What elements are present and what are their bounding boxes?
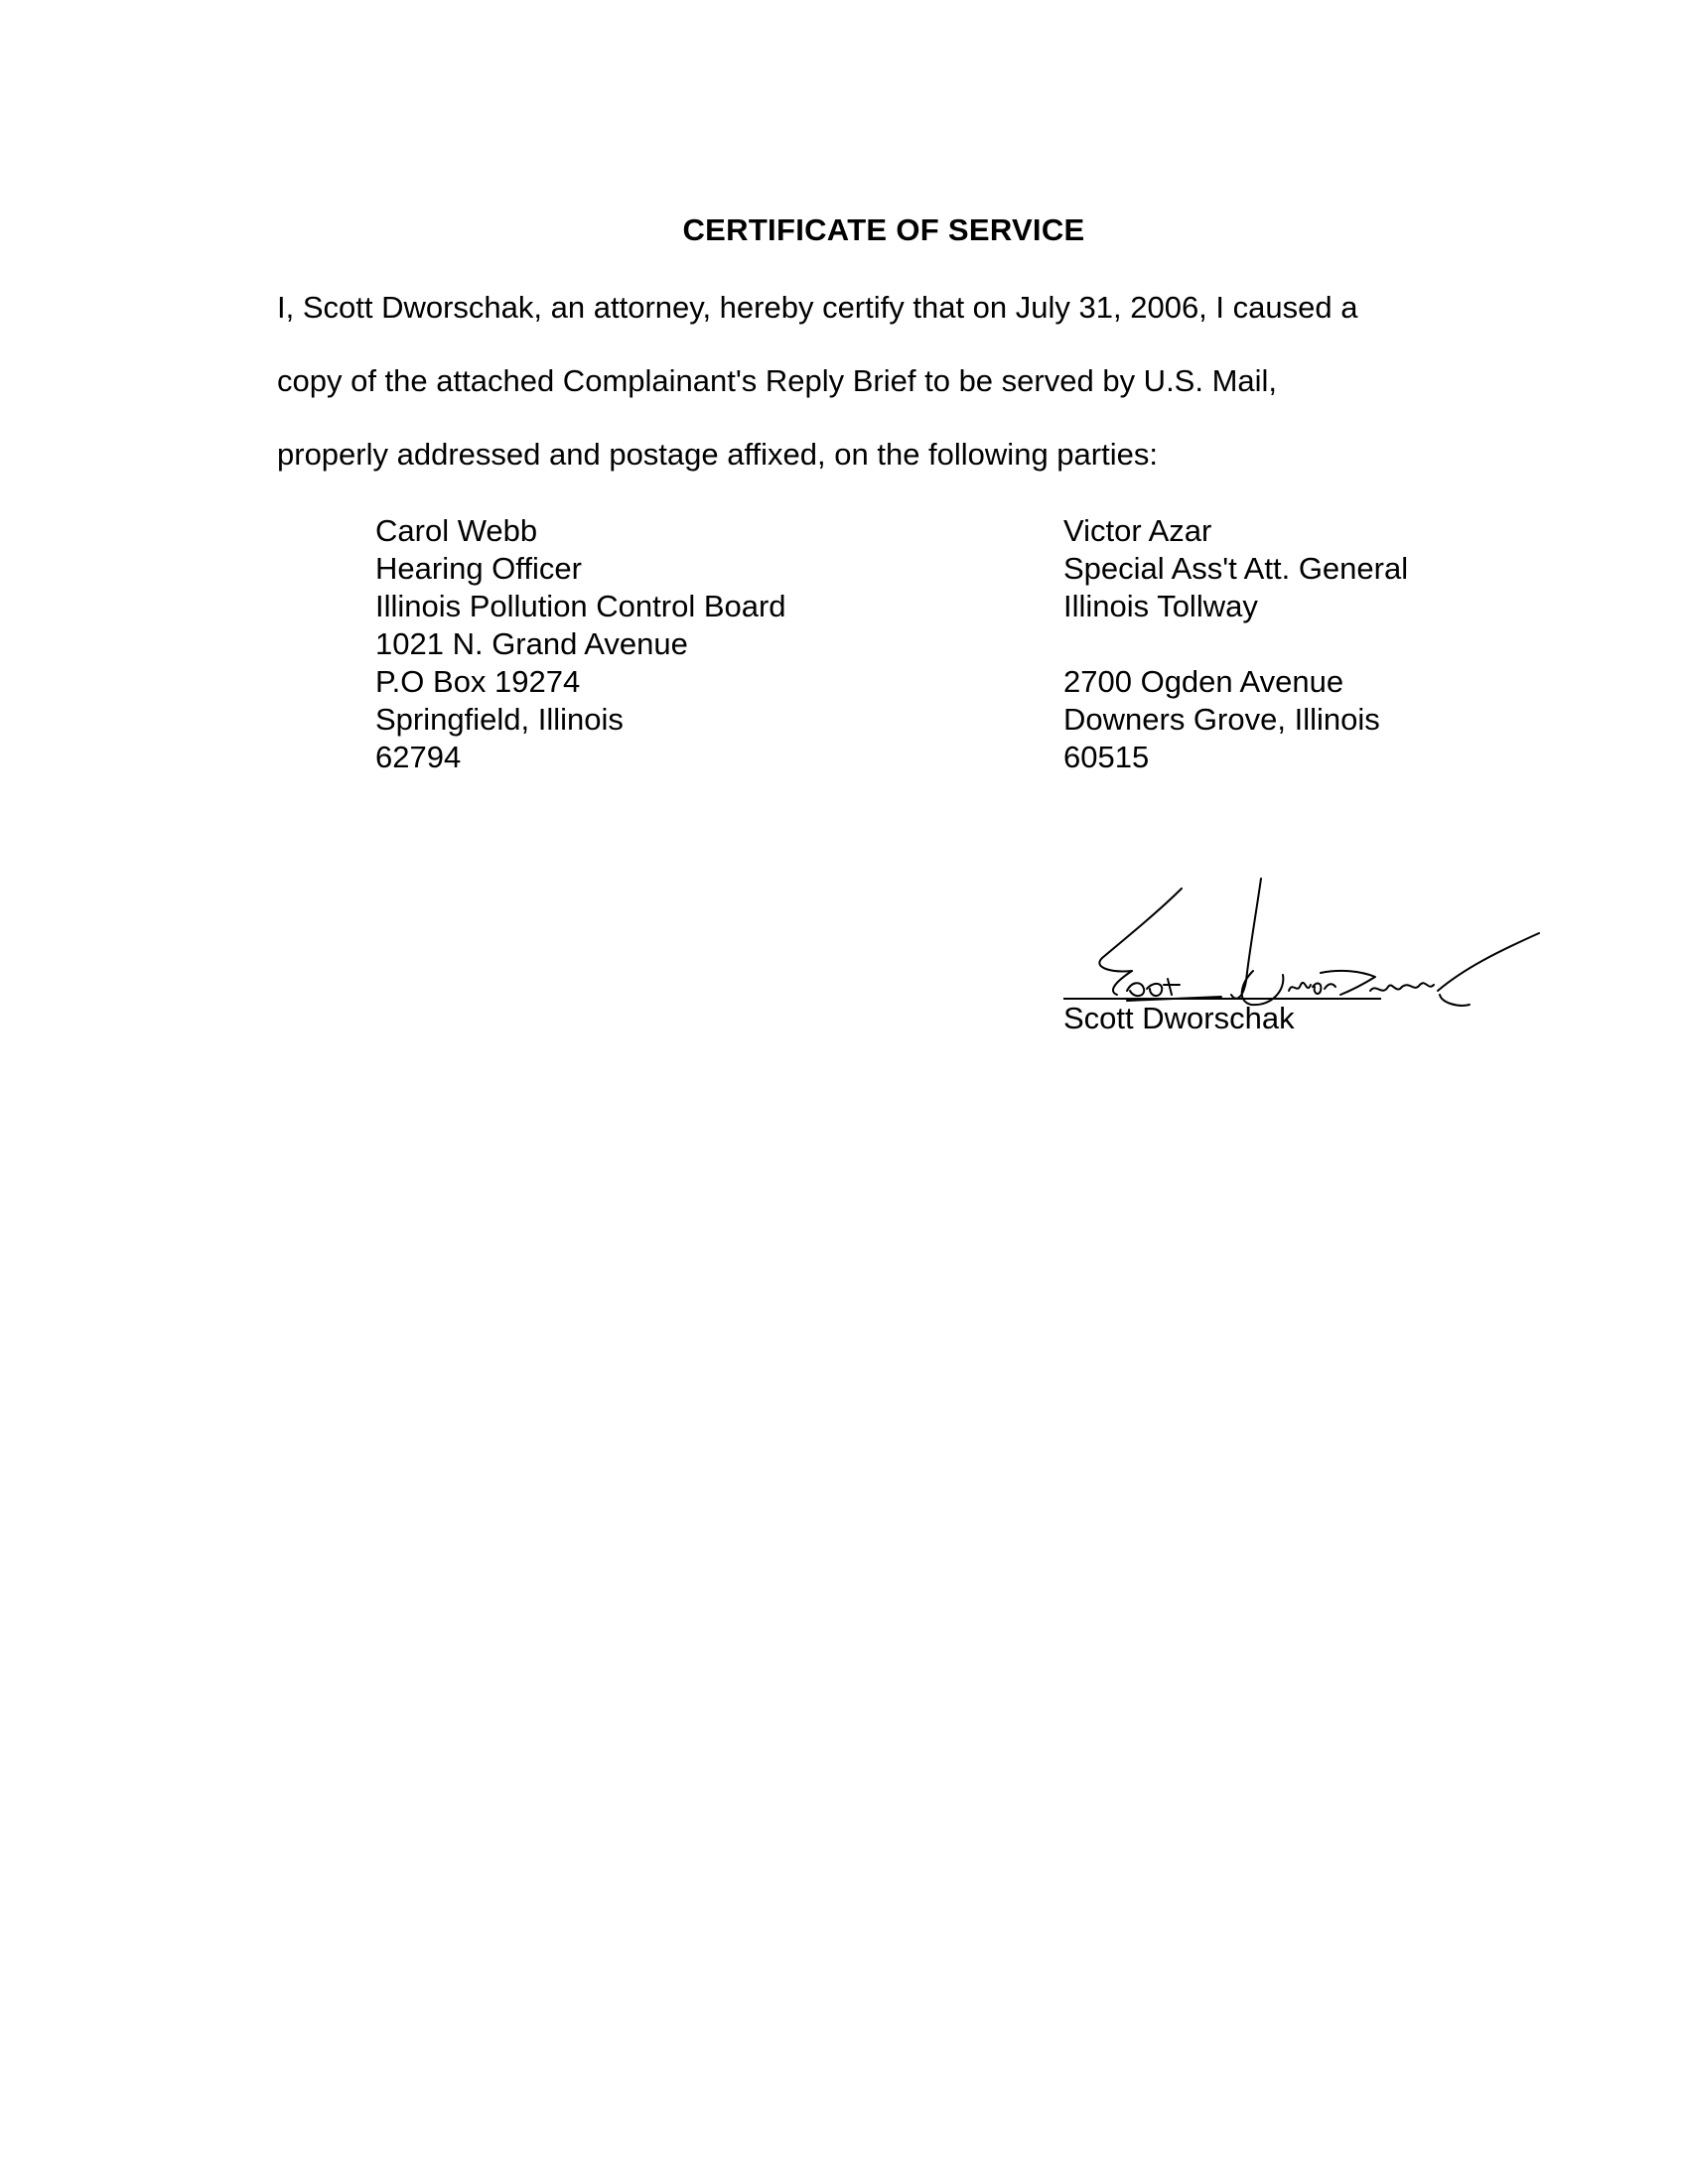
recipient-city-state: Springfield, Illinois	[375, 702, 624, 737]
recipient-title: Special Ass't Att. General	[1063, 551, 1409, 586]
recipient-zip: 62794	[375, 740, 462, 774]
signature-line	[1063, 998, 1381, 1000]
recipient-street: 1021 N. Grand Avenue	[375, 626, 688, 661]
recipient-organization: Illinois Pollution Control Board	[375, 589, 786, 623]
recipient-address-1	[375, 512, 786, 776]
address-spacer	[1063, 625, 1408, 663]
recipient-city-state: Downers Grove, Illinois	[1063, 702, 1380, 737]
recipient-street: 2700 Ogden Avenue	[1063, 664, 1344, 699]
certification-line-1: I, Scott Dworschak, an attorney, hereby certify that on July 31, 2006, I caused a	[277, 290, 1358, 325]
signer-name: Scott Dworschak	[1063, 1001, 1295, 1035]
recipient-zip: 60515	[1063, 740, 1150, 774]
certification-line-2: copy of the attached Complainant's Reply Brief to be served by U.S. Mail,	[277, 363, 1278, 398]
recipient-name: Victor Azar	[1063, 513, 1212, 548]
recipient-address-2	[1063, 512, 1408, 776]
recipient-title: Hearing Officer	[375, 551, 582, 586]
recipient-name: Carol Webb	[375, 513, 538, 548]
document-title: CERTIFICATE OF SERVICE	[682, 212, 1085, 247]
recipient-organization: Illinois Tollway	[1063, 589, 1258, 623]
certification-line-3: properly addressed and postage affixed, on the following parties:	[277, 437, 1158, 472]
recipient-po-box: P.O Box 19274	[375, 664, 581, 699]
